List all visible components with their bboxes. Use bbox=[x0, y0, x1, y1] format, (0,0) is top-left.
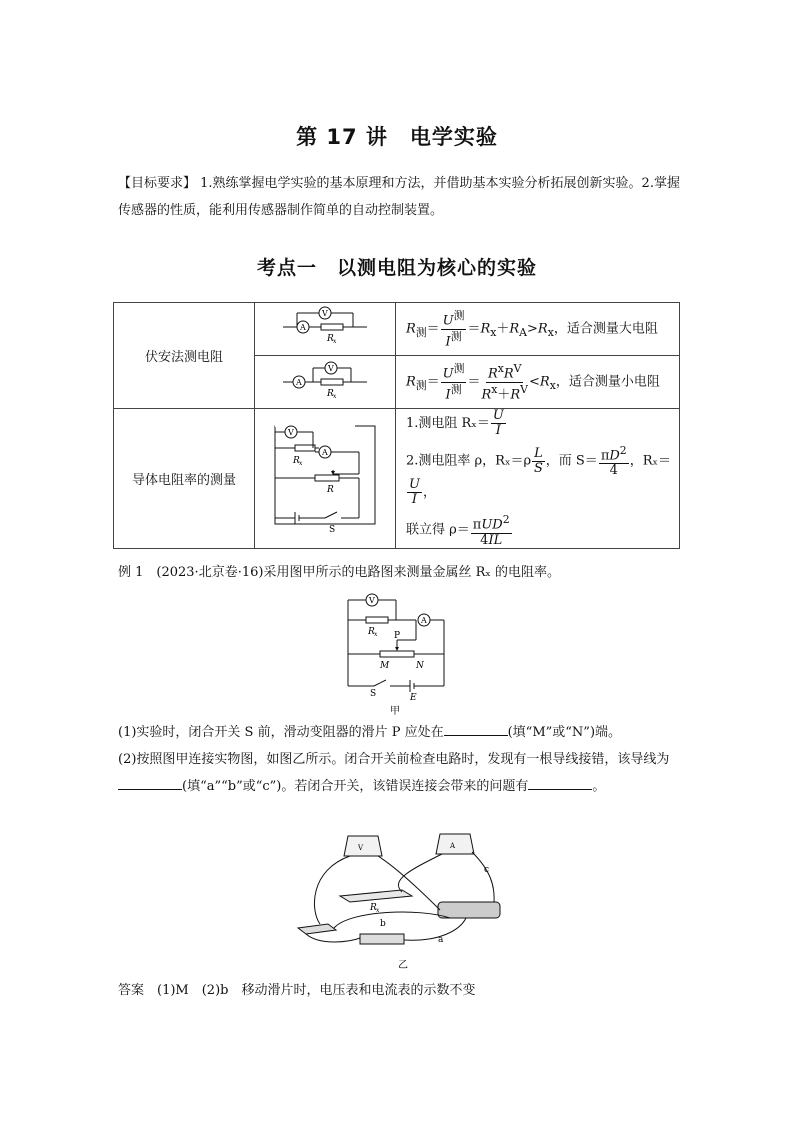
svg-text:R: R bbox=[368, 627, 375, 637]
svg-text:R: R bbox=[327, 485, 334, 496]
circuit-resistivity bbox=[255, 409, 396, 549]
svg-text:V: V bbox=[288, 428, 294, 438]
section-title: 考点一 以测电阻为核心的实验 bbox=[256, 257, 537, 279]
circuit-external bbox=[255, 303, 396, 356]
question-1: (1)实验时，闭合开关 S 前，滑动变阻器的滑片 P 应处在 (填“M”或“N”)端。 bbox=[118, 725, 622, 740]
svg-text:R: R bbox=[370, 903, 377, 913]
answer-line: 答案 (1)M (2)b 移动滑片时，电压表和电流表的示数不变 bbox=[118, 983, 476, 998]
goal-label: 【目标要求】 bbox=[118, 176, 197, 191]
goal-paragraph bbox=[118, 170, 686, 224]
svg-text:A: A bbox=[300, 323, 306, 332]
example-heading: 例 1 (2023·北京卷·16)采用图甲所示的电路图来测量金属丝 Rₓ 的电阻率。 bbox=[118, 565, 561, 580]
svg-text:x: x bbox=[333, 338, 337, 345]
resistivity-step3: 联立得 ρ＝ $\frac{\pi UD^2}{4IL}$ bbox=[406, 513, 510, 548]
svg-text:x: x bbox=[299, 460, 303, 468]
resistivity-circuit-diagram bbox=[255, 412, 395, 540]
external-connection-diagram bbox=[255, 303, 395, 351]
answer-blank-3[interactable] bbox=[528, 777, 592, 790]
svg-text:x: x bbox=[374, 631, 378, 638]
figure-jia-label: 甲 bbox=[390, 706, 400, 717]
internal-suitability: ，适合测量小电阻 bbox=[555, 374, 660, 390]
svg-text:A: A bbox=[450, 842, 456, 850]
page-title: 第 17 讲 电学实验 bbox=[296, 125, 498, 149]
answer-blank-1[interactable] bbox=[444, 723, 508, 736]
figure-yi-apparatus bbox=[290, 830, 520, 975]
formula-internal: $R_测=$ $\frac{U^测}{I^测}$ ＝ $\frac{R^xR^V}{R^x+R^V}$ $<R_x$，适合测量小电阻 bbox=[396, 356, 680, 409]
svg-text:E: E bbox=[410, 693, 417, 703]
svg-text:b: b bbox=[380, 919, 386, 929]
figure-yi-label: 乙 bbox=[398, 960, 408, 971]
svg-text:V: V bbox=[358, 844, 364, 852]
svg-text:S: S bbox=[329, 525, 336, 536]
row-label-voltammetry: 伏安法测电阻 bbox=[114, 303, 255, 409]
resistivity-step1: 1.测电阻 Rₓ＝ $\frac{U}{I}$ bbox=[406, 408, 504, 438]
row-label-resistivity: 导体电阻率的测量 bbox=[114, 409, 255, 549]
question-2: (2)按照图甲连接实物图，如图乙所示。闭合开关前检查电路时，发现有一根导线接错，该导线为(填“a”“b”或“c”)。若闭合开关，该错误连接会带来的问题有 。 bbox=[118, 752, 670, 794]
svg-text:N: N bbox=[416, 661, 424, 671]
resistivity-step2: 2.测电阻率 ρ，Rₓ＝ρ $\frac{L}{S}$ ，而 S＝ $\frac{\pi D^2}{4}$ ，Rₓ＝ $\frac{U}{I}$ ， bbox=[406, 444, 671, 508]
svg-text:R: R bbox=[327, 334, 334, 344]
svg-text:V: V bbox=[322, 309, 328, 318]
svg-text:V: V bbox=[369, 596, 375, 605]
svg-text:P: P bbox=[394, 631, 401, 641]
goal-text: 1.熟练掌握电学实验的基本原理和方法，并借助基本实验分析拓展创新实验。2.掌握传感器的性质，能利用传感器制作简单的自动控制装置。 bbox=[118, 176, 680, 218]
svg-text:M: M bbox=[380, 661, 390, 671]
experiment-table bbox=[113, 302, 680, 549]
formula-external: $R_测=$ $\frac{U^测}{I^测}$ $=R_x+R_A>R_x$，适合测量大电阻 bbox=[396, 303, 680, 356]
external-suitability: ，适合测量大电阻 bbox=[553, 321, 658, 337]
svg-text:V: V bbox=[328, 364, 334, 373]
svg-text:A: A bbox=[322, 448, 328, 458]
svg-text:c: c bbox=[484, 865, 490, 875]
circuit-internal bbox=[255, 356, 396, 409]
answer-blank-2[interactable] bbox=[118, 777, 182, 790]
svg-text:R: R bbox=[327, 389, 334, 399]
svg-text:x: x bbox=[333, 393, 337, 400]
formula-resistivity bbox=[396, 409, 680, 549]
svg-text:S: S bbox=[370, 689, 377, 699]
svg-text:R: R bbox=[293, 456, 300, 467]
svg-text:A: A bbox=[296, 378, 302, 387]
svg-text:x: x bbox=[376, 907, 380, 914]
figure-jia-circuit bbox=[340, 590, 460, 718]
internal-connection-diagram bbox=[255, 356, 395, 404]
svg-text:A: A bbox=[421, 616, 427, 625]
svg-text:a: a bbox=[438, 935, 444, 945]
